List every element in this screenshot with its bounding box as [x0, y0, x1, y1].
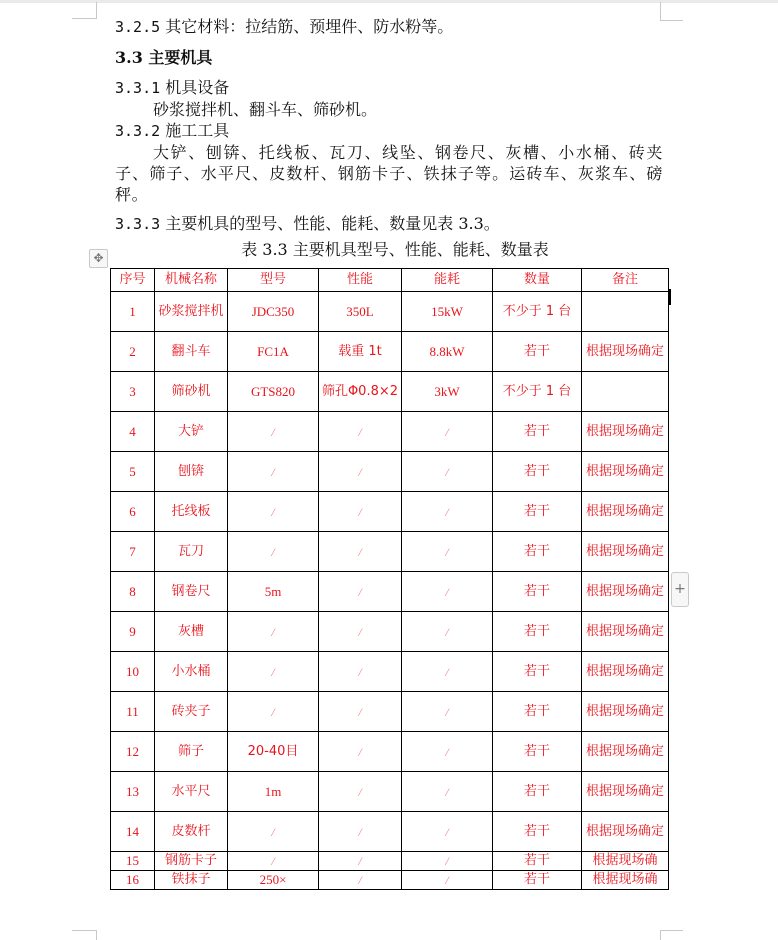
table-row	[111, 692, 669, 732]
machines-table[interactable]	[110, 268, 669, 890]
paragraph-3-3-1-body: 砂浆搅拌机、翻斗车、筛砂机。	[153, 100, 378, 119]
cell-power: /	[402, 612, 493, 652]
cell-index: 8	[111, 572, 155, 612]
table-row	[111, 412, 669, 452]
cell-remarks: 根据现场确定	[582, 452, 669, 492]
move-arrows-icon: ✥	[93, 251, 104, 265]
cell-remarks: 根据现场确定	[582, 772, 669, 812]
cell-remarks: 根据现场确定	[582, 692, 669, 732]
cell-index: 16	[111, 871, 155, 890]
cell-remarks: 根据现场确定	[582, 332, 669, 372]
text-cursor	[669, 289, 671, 305]
cell-index: 11	[111, 692, 155, 732]
cell-quantity: 不少于 1 台	[493, 292, 582, 332]
cell-quantity: 若干	[493, 572, 582, 612]
heading-3-3	[115, 47, 663, 68]
cell-quantity: 若干	[493, 612, 582, 652]
cell-quantity: 若干	[493, 412, 582, 452]
paragraph-text: 主要机具的型号、性能、能耗、数量见表 3.3。	[165, 214, 500, 233]
cell-performance: /	[319, 732, 402, 772]
cell-model: /	[228, 532, 319, 572]
cell-power: /	[402, 412, 493, 452]
plus-icon: +	[674, 581, 686, 597]
cell-machine-name: 皮数杆	[155, 812, 228, 852]
cell-index: 4	[111, 412, 155, 452]
cell-performance: /	[319, 852, 402, 871]
cell-remarks: 根据现场确定	[582, 612, 669, 652]
cell-index: 5	[111, 452, 155, 492]
cell-performance: /	[319, 572, 402, 612]
cell-machine-name: 翻斗车	[155, 332, 228, 372]
cell-quantity: 若干	[493, 852, 582, 871]
cell-performance: 350L	[319, 292, 402, 332]
cell-quantity: 若干	[493, 772, 582, 812]
cell-machine-name: 大铲	[155, 412, 228, 452]
paragraph-text: 施工工具	[165, 121, 230, 140]
table-move-handle[interactable]	[89, 249, 108, 268]
table-row	[111, 492, 669, 532]
cell-machine-name: 砂浆搅拌机	[155, 292, 228, 332]
document-page[interactable]	[115, 16, 663, 260]
cell-power: /	[402, 532, 493, 572]
header-power: 能耗	[402, 269, 493, 292]
cell-model: /	[228, 652, 319, 692]
paragraph-3-2-5	[115, 16, 663, 38]
table-caption: 表 3.3 主要机具型号、性能、能耗、数量表	[241, 240, 549, 259]
paragraph-text: 其它材料：拉结筋、预埋件、防水粉等。	[165, 17, 454, 36]
cell-quantity: 若干	[493, 652, 582, 692]
cell-remarks	[582, 372, 669, 412]
cell-model: 5m	[228, 572, 319, 612]
cell-remarks: 根据现场确定	[582, 532, 669, 572]
header-performance: 性能	[319, 269, 402, 292]
cell-performance: /	[319, 612, 402, 652]
cell-performance: 载重 1t	[319, 332, 402, 372]
header-model: 型号	[228, 269, 319, 292]
table-row	[111, 452, 669, 492]
cell-model: /	[228, 852, 319, 871]
cell-quantity: 若干	[493, 812, 582, 852]
cell-index: 3	[111, 372, 155, 412]
cell-quantity: 若干	[493, 492, 582, 532]
table-row	[111, 332, 669, 372]
cell-machine-name: 灰槽	[155, 612, 228, 652]
cell-power: /	[402, 492, 493, 532]
paragraph-3-3-2	[115, 120, 663, 142]
cell-power: /	[402, 452, 493, 492]
cell-power: /	[402, 871, 493, 890]
cell-index: 9	[111, 612, 155, 652]
paragraph-text: 机具设备	[165, 78, 230, 97]
cell-performance: /	[319, 692, 402, 732]
cell-index: 10	[111, 652, 155, 692]
cell-index: 15	[111, 852, 155, 871]
cell-quantity: 若干	[493, 871, 582, 890]
cell-power: 15kW	[402, 292, 493, 332]
table-row	[111, 772, 669, 812]
cell-model: 1m	[228, 772, 319, 812]
section-number: 3.3.1	[115, 79, 161, 97]
cell-index: 13	[111, 772, 155, 812]
cell-performance: /	[319, 492, 402, 532]
cell-performance: /	[319, 871, 402, 890]
cell-remarks: 根据现场确定	[582, 412, 669, 452]
paragraph-3-3-2-body: 大铲、刨锛、托线板、瓦刀、线坠、钢卷尺、灰槽、小水桶、砖夹子、筛子、水平尺、皮数杆、钢筋卡子、铁抹子等。运砖车、灰浆车、磅秤。	[115, 143, 663, 204]
header-quantity: 数量	[493, 269, 582, 292]
table-header-row	[111, 269, 669, 292]
cell-model: /	[228, 452, 319, 492]
cell-model: /	[228, 492, 319, 532]
cell-power: /	[402, 732, 493, 772]
table-row	[111, 732, 669, 772]
add-column-button[interactable]	[671, 572, 689, 607]
cell-power: /	[402, 852, 493, 871]
table-row	[111, 871, 669, 890]
cell-remarks: 根据现场确定	[582, 732, 669, 772]
cell-remarks: 根据现场确定	[582, 492, 669, 532]
cell-index: 2	[111, 332, 155, 372]
cell-performance: /	[319, 812, 402, 852]
cell-performance: /	[319, 652, 402, 692]
cell-performance: /	[319, 452, 402, 492]
cell-remarks: 根据现场确定	[582, 652, 669, 692]
cell-machine-name: 筛子	[155, 732, 228, 772]
spacer	[115, 205, 663, 213]
section-number: 3.2.5	[115, 18, 161, 36]
table-row	[111, 652, 669, 692]
cell-model: 250×	[228, 871, 319, 890]
cell-quantity: 若干	[493, 732, 582, 772]
cell-index: 1	[111, 292, 155, 332]
cell-power: 3kW	[402, 372, 493, 412]
cell-quantity: 若干	[493, 692, 582, 732]
cell-machine-name: 砖夹子	[155, 692, 228, 732]
cell-model: JDC350	[228, 292, 319, 332]
table-row	[111, 532, 669, 572]
table-row	[111, 572, 669, 612]
margin-corner-top-right	[660, 2, 683, 21]
section-number: 3.3.3	[115, 215, 161, 233]
cell-model: GTS820	[228, 372, 319, 412]
table-row	[111, 812, 669, 852]
cell-machine-name: 钢筋卡子	[155, 852, 228, 871]
cell-machine-name: 水平尺	[155, 772, 228, 812]
cell-model: /	[228, 812, 319, 852]
cell-performance: /	[319, 532, 402, 572]
heading-text: 主要机具	[148, 48, 213, 67]
cell-performance: /	[319, 412, 402, 452]
cell-remarks: 根据现场确定	[582, 812, 669, 852]
cell-machine-name: 铁抹子	[155, 871, 228, 890]
cell-machine-name: 筛砂机	[155, 372, 228, 412]
table-row	[111, 292, 669, 332]
cell-remarks	[582, 292, 669, 332]
cell-power: 8.8kW	[402, 332, 493, 372]
cell-quantity: 若干	[493, 532, 582, 572]
cell-quantity: 不少于 1 台	[493, 372, 582, 412]
margin-corner-top-left	[72, 2, 97, 19]
cell-machine-name: 托线板	[155, 492, 228, 532]
cell-model: /	[228, 412, 319, 452]
cell-power: /	[402, 652, 493, 692]
section-number: 3.3.2	[115, 122, 161, 140]
table-row	[111, 852, 669, 871]
cell-power: /	[402, 572, 493, 612]
cell-model: 20-40目	[228, 732, 319, 772]
cell-model: /	[228, 692, 319, 732]
cell-performance: 筛孔Φ0.8×2	[319, 372, 402, 412]
cell-quantity: 若干	[493, 332, 582, 372]
cell-power: /	[402, 772, 493, 812]
cell-remarks: 根据现场确定	[582, 572, 669, 612]
cell-machine-name: 小水桶	[155, 652, 228, 692]
cell-power: /	[402, 812, 493, 852]
cell-model: FC1A	[228, 332, 319, 372]
table-row	[111, 372, 669, 412]
cell-machine-name: 刨锛	[155, 452, 228, 492]
section-number: 3.3	[115, 48, 143, 67]
cell-index: 14	[111, 812, 155, 852]
header-index: 序号	[111, 269, 155, 292]
paragraph-3-3-3	[115, 213, 663, 235]
header-machine-name: 机械名称	[155, 269, 228, 292]
paragraph-3-3-1	[115, 77, 663, 99]
cell-power: /	[402, 692, 493, 732]
cell-remarks: 根据现场确	[582, 852, 669, 871]
cell-model: /	[228, 612, 319, 652]
table-row	[111, 612, 669, 652]
cell-quantity: 若干	[493, 452, 582, 492]
cell-performance: /	[319, 772, 402, 812]
cell-index: 12	[111, 732, 155, 772]
header-remarks: 备注	[582, 269, 669, 292]
cell-machine-name: 钢卷尺	[155, 572, 228, 612]
cell-index: 6	[111, 492, 155, 532]
cell-machine-name: 瓦刀	[155, 532, 228, 572]
cell-remarks: 根据现场确	[582, 871, 669, 890]
cell-index: 7	[111, 532, 155, 572]
